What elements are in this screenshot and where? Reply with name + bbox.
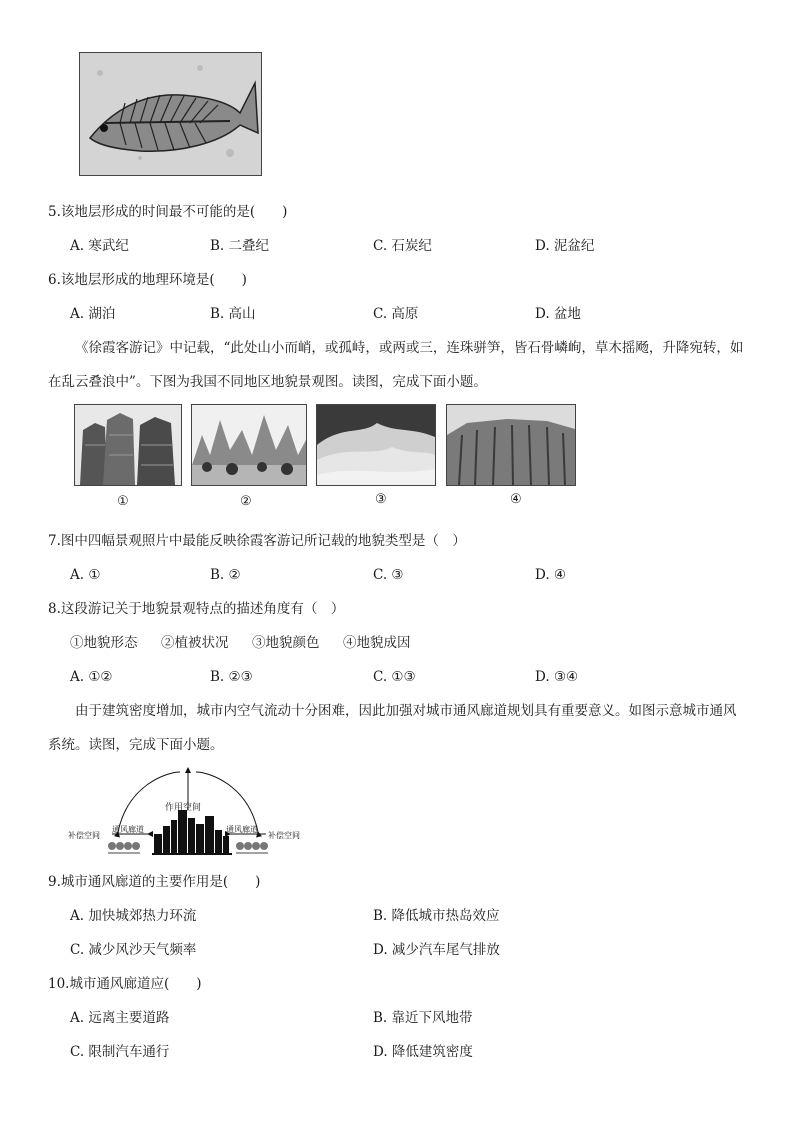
center-label: 作用空间 (165, 803, 202, 813)
ventilation-diagram (68, 764, 308, 860)
landform-photo-3 (316, 404, 436, 486)
question-9 (48, 873, 260, 891)
question-number: 9. (48, 874, 61, 890)
option-c[interactable]: C. 减少风沙天气频率 (70, 942, 197, 958)
option-b[interactable]: B. ② (210, 567, 241, 583)
question-8 (48, 600, 344, 618)
option-d[interactable]: D. ④ (535, 567, 567, 583)
sub-item-1: ①地貌形态 (70, 635, 138, 651)
option-a[interactable]: A. 湖泊 (70, 306, 116, 322)
question-stem: 这段游记关于地貌景观特点的描述角度有（ ） (60, 601, 345, 617)
question-6 (48, 271, 247, 289)
option-c[interactable]: C. ③ (373, 567, 404, 583)
question-7 (48, 532, 466, 550)
option-b[interactable]: B. 靠近下风地带 (373, 1010, 473, 1026)
photo-label-3: ③ (375, 492, 387, 507)
option-b[interactable]: B. 二叠纪 (210, 238, 270, 254)
compensation-label-right: 补偿空间 (268, 831, 300, 840)
question-stem: 城市通风廊道应( ) (69, 976, 202, 992)
question-number: 5. (48, 204, 61, 220)
question-stem: 城市通风廊道的主要作用是( ) (60, 874, 261, 890)
option-c[interactable]: C. 石炭纪 (373, 238, 432, 254)
question-number: 10. (48, 976, 70, 992)
passage-2: 由于建筑密度增加，城市内空气流动十分困难，因此加强对城市通风廊道规划具有重要意义。如图示意城市通风系统。读图，完成下面小题。 (48, 703, 737, 753)
option-d[interactable]: D. 盆地 (535, 306, 581, 322)
option-a[interactable]: A. 远离主要道路 (70, 1010, 170, 1026)
photo-label-2: ② (240, 494, 252, 509)
question-number: 6. (48, 272, 61, 288)
photo-label-1: ① (117, 494, 129, 509)
sub-item-3: ③地貌颜色 (252, 635, 320, 651)
sub-item-2: ②植被状况 (161, 635, 229, 651)
landform-photo-4 (446, 404, 576, 486)
option-b[interactable]: B. 高山 (210, 306, 256, 322)
option-c[interactable]: C. 高原 (373, 306, 419, 322)
option-b[interactable]: B. 降低城市热岛效应 (373, 908, 500, 924)
question-number: 8. (48, 601, 61, 617)
passage-1: 《徐霞客游记》中记载，“此处山小而峭，或孤峙，或两或三，连珠骈笋，皆石骨嶙峋，草木摇飏，升降宛转，如在乱云叠浪中”。下图为我国不同地区地貌景观图。读图，完成下面小题。 (48, 340, 744, 390)
compensation-label-left: 补偿空间 (68, 831, 100, 840)
landform-photo-1 (74, 404, 182, 486)
option-d[interactable]: D. ③④ (535, 669, 579, 685)
question-number: 7. (48, 533, 61, 549)
option-b[interactable]: B. ②③ (210, 669, 253, 685)
option-d[interactable]: D. 泥盆纪 (535, 238, 595, 254)
sub-item-4: ④地貌成因 (343, 635, 411, 651)
option-c[interactable]: C. ①③ (373, 669, 416, 685)
option-d[interactable]: D. 降低建筑密度 (373, 1044, 473, 1060)
question-stem: 该地层形成的地理环境是( ) (60, 272, 247, 288)
question-5 (48, 203, 287, 221)
option-c[interactable]: C. 限制汽车通行 (70, 1044, 170, 1060)
corridor-label-left: 通风廊道 (112, 825, 144, 834)
option-a[interactable]: A. ①② (70, 669, 113, 685)
fish-fossil-image (79, 52, 262, 176)
corridor-label-right: 通风廊道 (226, 825, 258, 834)
option-a[interactable]: A. ① (70, 567, 101, 583)
option-a[interactable]: A. 加快城郊热力环流 (70, 908, 197, 924)
question-stem: 该地层形成的时间最不可能的是( ) (60, 204, 288, 220)
option-d[interactable]: D. 减少汽车尾气排放 (373, 942, 500, 958)
photo-label-4: ④ (510, 492, 522, 507)
question-stem: 图中四幅景观照片中最能反映徐霞客游记所记载的地貌类型是（ ） (60, 533, 466, 549)
landform-photo-2 (191, 404, 307, 486)
option-a[interactable]: A. 寒武纪 (70, 238, 129, 254)
question-10 (48, 975, 202, 993)
